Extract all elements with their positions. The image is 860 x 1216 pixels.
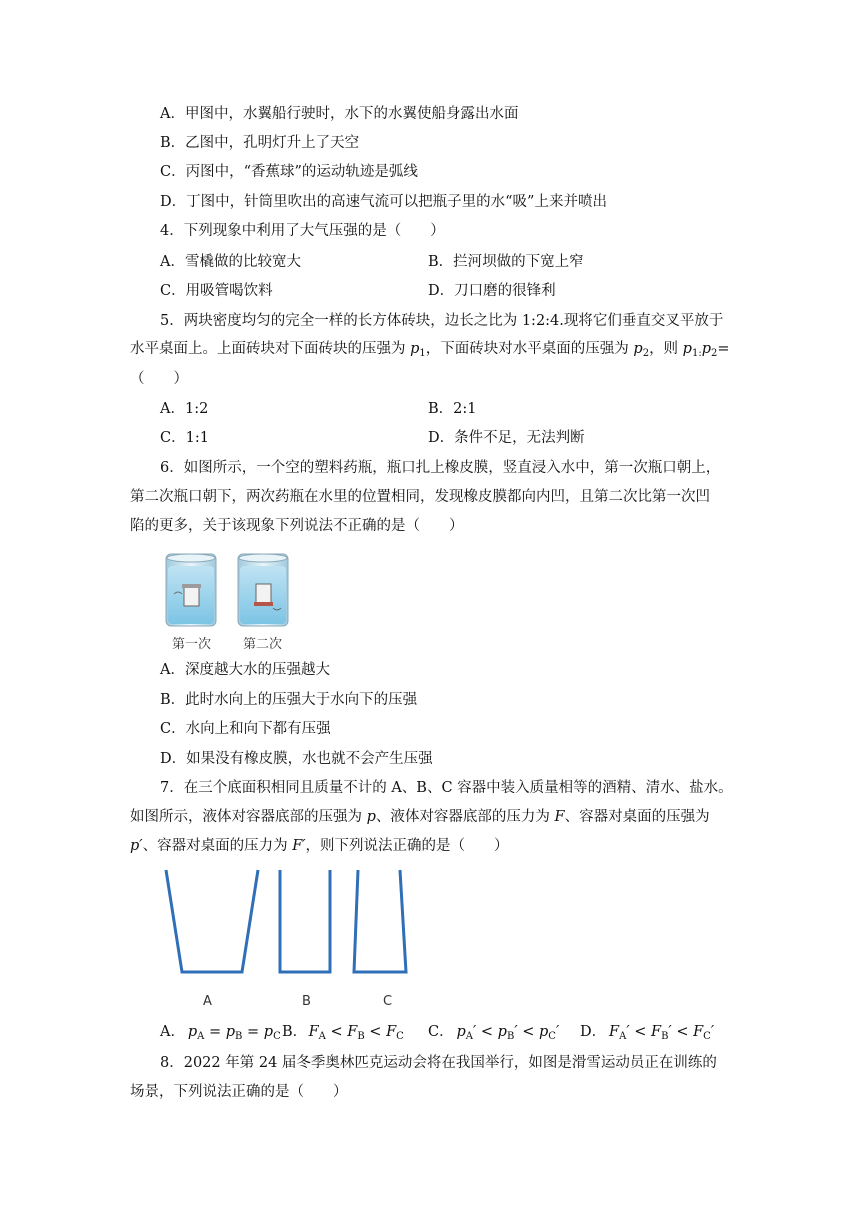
q6-option-d: D．如果没有橡皮膜，水也就不会产生压强 xyxy=(160,751,433,767)
q3-option-a: A．甲图中，水翼船行驶时，水下的水翼使船身露出水面 xyxy=(160,106,519,122)
beaker-first xyxy=(166,554,216,626)
q5-option-a: A．1:2 xyxy=(160,401,209,417)
q5-stem-line1: 5．两块密度均匀的完全一样的长方体砖块，边长之比为 1:2:4.现将它们垂直交叉平放于 xyxy=(160,313,724,329)
q6-fig-label-second: 第二次 xyxy=(243,637,283,652)
q5-option-d: D．条件不足，无法判断 xyxy=(428,430,585,446)
q7-containers-figure xyxy=(160,866,410,984)
q8-stem-line1: 8．2022 年第 24 届冬季奥林匹克运动会将在我国举行，如图是滑雪运动员正在训练的 xyxy=(160,1055,717,1071)
q7-option-b: B． $F_A < F_B < F_C$ xyxy=(282,1024,404,1042)
q4-option-d: D．刀口磨的很锋利 xyxy=(428,283,556,299)
q5-option-b: B．2:1 xyxy=(428,401,477,417)
q4-option-a: A．雪橇做的比较宽大 xyxy=(160,254,301,270)
q6-option-b: B．此时水向上的压强大于水向下的压强 xyxy=(160,692,418,708)
q6-stem-line1: 6．如图所示，一个空的塑料药瓶，瓶口扎上橡皮膜，竖直浸入水中，第一次瓶口朝上， xyxy=(160,460,721,476)
q7-option-a: A． $p_A = p_B = p_C$ xyxy=(160,1024,281,1042)
q4-option-b: B．拦河坝做的下宽上窄 xyxy=(428,254,584,270)
container-b xyxy=(280,870,330,972)
q5-option-c: C．1:1 xyxy=(160,430,209,446)
q7-option-c: C． $p_A' < p_B' < p_C'$ xyxy=(428,1024,560,1042)
q7-stem-line2: 如图所示，液体对容器底部的压强为 p、液体对容器底部的压力为 F、容器对桌面的压强为 xyxy=(130,809,710,825)
q7-stem-line3: p′、容器对桌面的压力为 F′，则下列说法正确的是（ ） xyxy=(130,838,509,854)
q4-stem: 4．下列现象中利用了大气压强的是（ ） xyxy=(160,223,445,239)
q6-stem-line3: 陷的更多，关于该现象下列说法不正确的是（ ） xyxy=(130,518,464,534)
q3-option-b: B．乙图中，孔明灯升上了天空 xyxy=(160,135,360,151)
q5-stem-line3: （ ） xyxy=(130,371,188,387)
q7-fig-label-a: A xyxy=(203,994,212,1009)
container-a xyxy=(166,870,258,972)
q7-fig-label-b: B xyxy=(302,994,311,1009)
q6-fig-label-first: 第一次 xyxy=(172,637,212,652)
q6-option-a: A．深度越大水的压强越大 xyxy=(160,662,330,678)
q5-stem-line2: 水平桌面上。上面砖块对下面砖块的压强为 $p_1$，下面砖块对水平桌面的压强为 $p_2$，则 $p_{1:}p_2=$ xyxy=(130,341,730,359)
q3-option-d: D．丁图中，针筒里吹出的高速气流可以把瓶子里的水“吸”上来并喷出 xyxy=(160,194,607,210)
q3-option-c: C．丙图中，“香蕉球”的运动轨迹是弧线 xyxy=(160,164,418,180)
q7-stem-line1: 7．在三个底面积相同且质量不计的 A、B、C 容器中装入质量相等的酒精、清水、盐水。 xyxy=(160,780,733,796)
q8-stem-line2: 场景，下列说法正确的是（ ） xyxy=(130,1084,348,1100)
q7-fig-label-c: C xyxy=(383,994,393,1009)
q4-option-c: C．用吸管喝饮料 xyxy=(160,283,273,299)
q6-option-c: C．水向上和向下都有压强 xyxy=(160,721,331,737)
beaker-second xyxy=(238,554,288,626)
q7-option-d: D． $F_A' < F_B' < F_C'$ xyxy=(580,1024,715,1042)
container-c xyxy=(354,870,406,972)
q6-stem-line2: 第二次瓶口朝下，两次药瓶在水里的位置相同，发现橡皮膜都向内凹，且第二次比第一次凹 xyxy=(130,489,710,505)
